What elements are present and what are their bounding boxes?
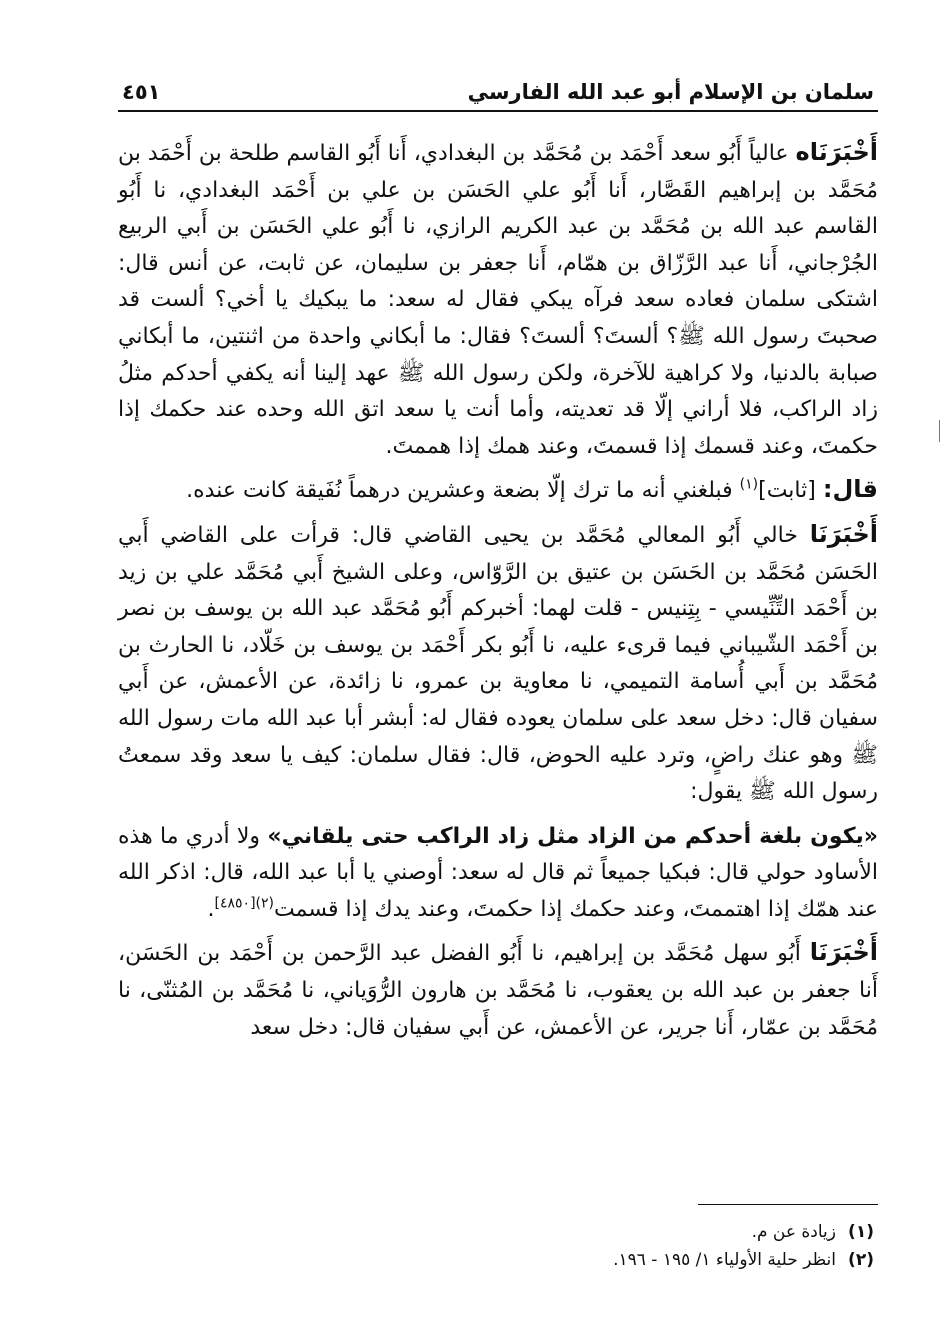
footnote-marker: (٢)[٤٨٥٠] [214, 895, 275, 912]
paragraph-lead: أَخْبَرَنَاه [795, 138, 878, 166]
paragraph-2 [118, 471, 878, 510]
paragraph-4 [118, 817, 878, 929]
footnote-text: انظر حلية الأولياء ١/ ١٩٥ - ١٩٦. [613, 1250, 836, 1270]
footnotes [118, 1218, 874, 1274]
running-title: سلمان بن الإسلام أبو عبد الله الفارسي [467, 80, 874, 104]
paragraph-lead: أَخْبَرَنَا [809, 938, 878, 967]
footnote-number: (٢) [848, 1250, 874, 1270]
paragraph-text: خالي أَبُو المعالي مُحَمَّد بن يحيى القاضي قال: قرأت على القاضي أَبي الحَسَن مُحَمَّد بن الحَسَن بن عتيق بن الرَّوّاس، وعلى الشيخ أَبي مُحَمَّد علي بن زيد بن أَحْمَد التِّنِّيسي - بِتِنيس - قلت لهما: أخبركم أَبُو مُحَمَّد عبد الله بن يوسف بن نصر بن أَحْمَد الشّيباني فيما قرىء عليه، نا أَبُو بكر أَحْمَد بن يوسف بن خَلّاد، نا الحارث بن مُحَمَّد بن أَبي أُسامة التميمي، نا معاوية بن عمرو، نا زائدة، عن الأعمش، عن أَبي سفيان قال: دخل سعد على سلمان يعوده فقال له: أبشر أبا عبد الله مات رسول الله ﷺ وهو عنك راضٍ، وترد عليه الحوض، قال: فقال سلمان: كيف يا سعد وقد سمعتُ رسول الله ﷺ يقول: [118, 522, 878, 805]
paragraph-lead: أَخْبَرَنَا [809, 519, 878, 548]
book-page [118, 60, 878, 1310]
paragraph-text-cont: فبلغني أنه ما ترك إلّا بضعة وعشرين درهماً نُفَيقة كانت عنده. [186, 478, 740, 504]
header-rule [118, 110, 878, 112]
paragraph-text: عالياً أَبُو سعد أَحْمَد بن مُحَمَّد بن البغدادي، أَنا أَبُو القاسم طلحة بن أَحْمَد بن مُحَمَّد بن إبراهيم القَصَّار، أَنا أَبُو علي الحَسَن بن علي بن أَحْمَد البغدادي، نا أَبُو القاسم عبد الله بن مُحَمَّد بن عبد الكريم الرازي، نا أَبُو علي الحَسَن بن أَبي الربيع الجُرْجاني، أَنا عبد الرَّزّاق بن همّام، أَنا جعفر بن سليمان، عن ثابت، عن أنس قال: اشتكى سلمان فعاده سعد فرآه يبكي فقال له سعد: ما يبكيك يا أخي؟ ألست قد صحبتَ رسول الله ﷺ؟ ألستَ؟ ألستَ؟ فقال: ما أبكاني واحدة من اثنتين، ما أبكاني صبابة بالدنيا، ولا كراهية للآخرة، ولكن رسول الله ﷺ عهد إلينا أنه يكفي أحدكم مثلُ زاد الراكب، فلا أراني إلّا قد تعديته، وأما أنت يا سعد اتق الله وحده عند حكمك إذا حكمتَ، وعند قسمك إذا قسمتَ، وعند همك إذا هممتَ. [117, 141, 878, 459]
paragraph-3 [118, 516, 878, 811]
page-number: ٤٥١ [122, 80, 161, 104]
footnote-number: (١) [848, 1222, 874, 1242]
footnote-marker: (١) [739, 477, 759, 494]
footnote-item [118, 1246, 874, 1274]
scan-edge-mark [939, 420, 940, 442]
main-text [118, 134, 878, 1046]
paragraph-text: أَبُو سهل مُحَمَّد بن إبراهيم، نا أَبُو الفضل عبد الرَّحمن بن أَحْمَد بن الحَسَن، أَنا جعفر بن عبد الله بن يعقوب، نا مُحَمَّد بن هارون الرُّوَياني، نا مُحَمَّد بن المُثنّى، نا مُحَمَّد بن عمّار، أَنا جرير، عن الأعمش، عن أَبي سفيان قال: دخل سعد [118, 941, 878, 1040]
paragraph-lead: قال: [822, 475, 878, 504]
page-header [118, 60, 878, 108]
paragraph-text-cont: . [207, 896, 215, 922]
paragraph-text: «يكون بلغة أحدكم من الزاد مثل زاد الراكب حتى يلقاني» ولا أدري ما هذه الأساود حولي قال: فبكيا جميعاً ثم قال له سعد: أوصني يا أبا عبد الله، قال: اذكر الله عند همّك إذا اهتممتَ، وعند حكمك إذا حكمتَ، وعند يدك إذا قسمت [118, 823, 878, 922]
paragraph-5 [118, 934, 878, 1046]
footnote-rule [698, 1204, 878, 1205]
footnote-item [118, 1218, 874, 1246]
footnote-text: زيادة عن م. [751, 1222, 836, 1242]
paragraph-1 [118, 134, 878, 465]
paragraph-text: [ثابت] [758, 478, 823, 504]
